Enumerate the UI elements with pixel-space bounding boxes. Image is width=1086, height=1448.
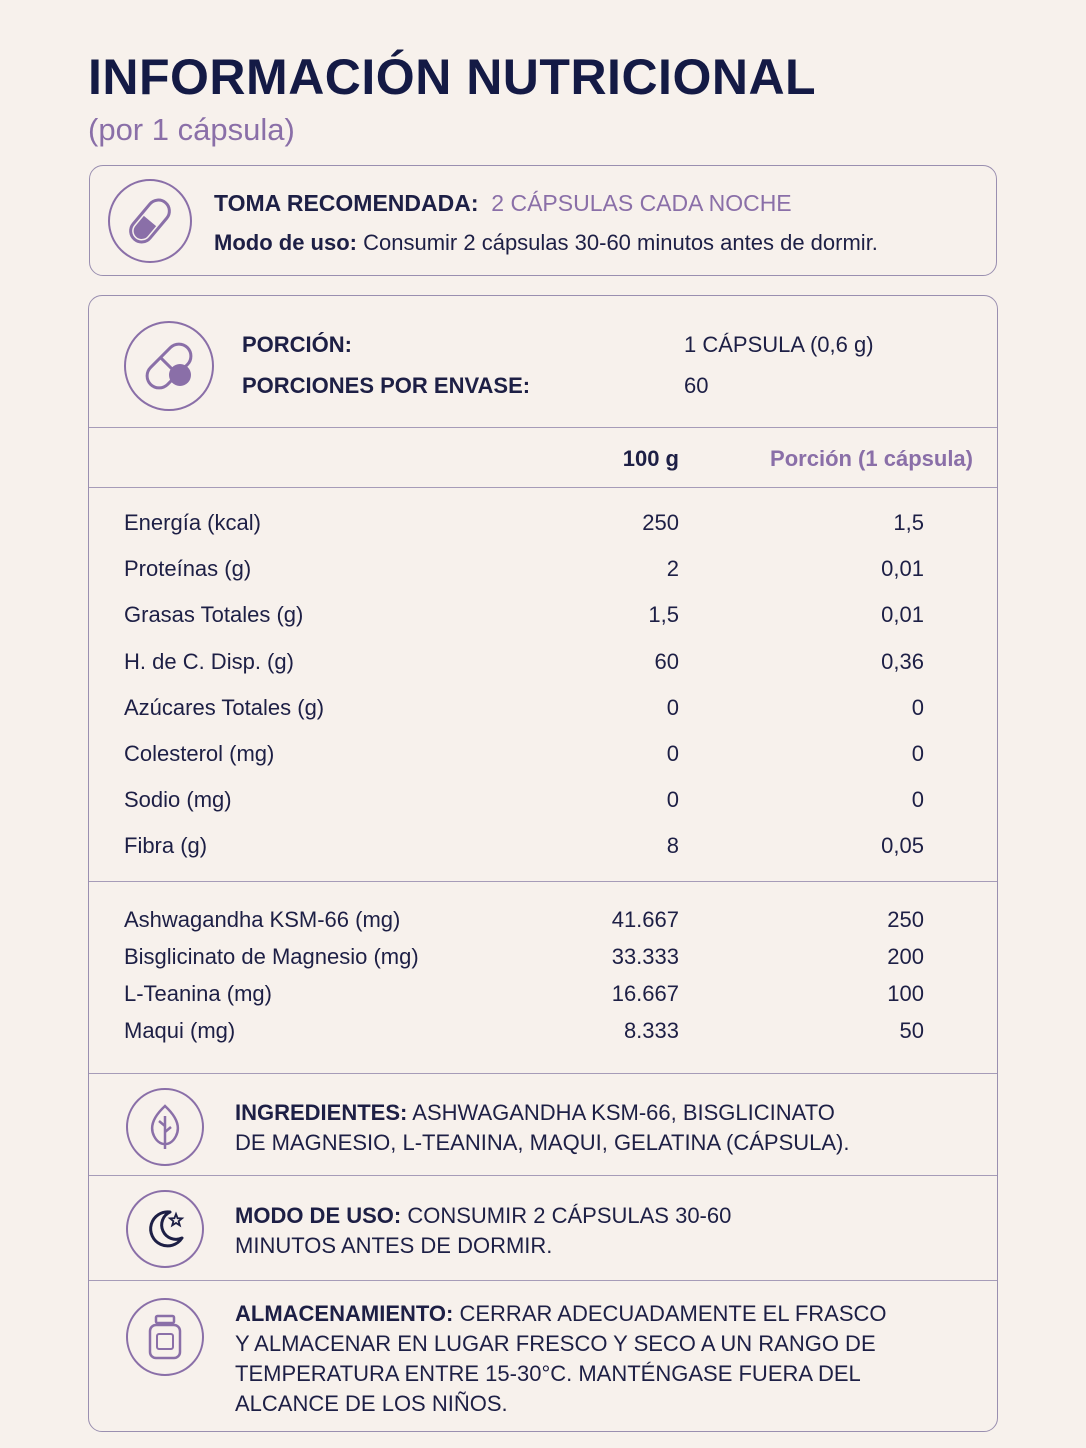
- ingredients-label: INGREDIENTES:: [235, 1100, 408, 1125]
- usage-line-1: CONSUMIR 2 CÁPSULAS 30-60: [407, 1203, 732, 1228]
- recommended-line: [214, 190, 792, 217]
- value-per-100g: 1,5: [648, 602, 679, 628]
- table-row: [89, 787, 997, 817]
- value-per-portion: 0,01: [881, 602, 924, 628]
- recommended-value: 2 CÁPSULAS CADA NOCHE: [491, 190, 792, 216]
- nutrient-name: L-Teanina (mg): [124, 981, 272, 1006]
- storage-text: [235, 1299, 955, 1419]
- nutrient-name: Grasas Totales (g): [124, 602, 304, 628]
- storage-line-3: TEMPERATURA ENTRE 15-30°C. MANTÉNGASE FUERA DEL: [235, 1361, 861, 1386]
- table-row: [89, 981, 997, 1011]
- divider: [89, 1280, 997, 1281]
- value-per-portion: 0: [911, 787, 924, 813]
- table-row: [89, 1018, 997, 1048]
- jar-icon: [126, 1298, 204, 1376]
- divider: [89, 881, 997, 882]
- value-per-portion: 0,05: [881, 833, 924, 859]
- value-per-portion: 0,01: [881, 556, 924, 582]
- nutrient-name: Sodio (mg): [124, 787, 232, 813]
- storage-line-1: CERRAR ADECUADAMENTE EL FRASCO: [459, 1301, 887, 1326]
- usage-short-label: Modo de uso:: [214, 230, 357, 255]
- divider: [89, 1175, 997, 1176]
- value-per-portion: 250: [887, 907, 924, 932]
- value-per-100g: 0: [666, 741, 679, 766]
- nutrient-name: Ashwagandha KSM-66 (mg): [124, 907, 401, 932]
- value-per-portion: 0,36: [881, 648, 924, 674]
- value-per-portion: 200: [887, 944, 924, 969]
- serving-value: 1 CÁPSULA (0,6 g): [684, 332, 874, 357]
- nutrient-name: Fibra (g): [124, 833, 208, 859]
- table-row: [89, 741, 997, 771]
- serving-label: PORCIÓN:: [242, 332, 352, 357]
- servings-per-container-value: 60: [684, 373, 709, 398]
- divider: [89, 487, 997, 488]
- nutrient-name: H. de C. Disp. (g): [124, 648, 294, 674]
- table-row: [89, 907, 997, 937]
- value-per-100g: 2: [666, 556, 679, 582]
- value-per-portion: 50: [899, 1018, 924, 1043]
- nutrient-name: Proteínas (g): [124, 556, 252, 582]
- table-row: [89, 695, 997, 725]
- value-per-100g: 250: [642, 510, 679, 535]
- value-per-portion: 0: [911, 694, 924, 720]
- column-header-100g: 100 g: [622, 446, 679, 471]
- value-per-100g: 8.333: [623, 1018, 679, 1043]
- value-per-100g: 0: [666, 694, 679, 720]
- recommended-label: TOMA RECOMENDADA:: [214, 190, 479, 216]
- storage-line-2: Y ALMACENAR EN LUGAR FRESCO Y SECO A UN RANGO DE: [235, 1331, 876, 1356]
- nutrient-name: Maqui (mg): [124, 1018, 236, 1043]
- value-per-portion: 1,5: [893, 510, 924, 535]
- page-subtitle: (por 1 cápsula): [88, 112, 295, 147]
- value-per-100g: 0: [666, 787, 679, 813]
- nutrient-name: Azúcares Totales (g): [124, 694, 325, 720]
- pill-icon: [124, 321, 214, 411]
- value-per-100g: 33.333: [611, 944, 679, 969]
- nutrient-name: Energía (kcal): [124, 510, 261, 535]
- usage-line-2: MINUTOS ANTES DE DORMIR.: [235, 1233, 553, 1258]
- usage-short-line: [214, 230, 878, 256]
- servings-per-container-label: PORCIONES POR ENVASE:: [242, 373, 531, 398]
- table-row: [89, 944, 997, 974]
- usage-short-text: Consumir 2 cápsulas 30-60 minutos antes de dormir.: [363, 230, 878, 255]
- table-row: [89, 510, 997, 540]
- storage-label: ALMACENAMIENTO:: [235, 1301, 454, 1326]
- column-header-portion: Porción (1 cápsula): [770, 446, 973, 471]
- page-title: INFORMACIÓN NUTRICIONAL: [88, 49, 817, 105]
- value-per-portion: 100: [887, 981, 924, 1006]
- leaf-icon: [126, 1088, 204, 1166]
- table-row: [89, 649, 997, 679]
- ingredients-line-1: ASHWAGANDHA KSM-66, BISGLICINATO: [412, 1100, 835, 1125]
- nutrition-panel: [88, 295, 998, 1432]
- table-row: [89, 602, 997, 632]
- table-row: [89, 556, 997, 586]
- table-row: [89, 833, 997, 863]
- value-per-100g: 8: [666, 833, 679, 859]
- value-per-100g: 60: [654, 648, 679, 674]
- value-per-100g: 16.667: [611, 981, 679, 1006]
- storage-line-4: ALCANCE DE LOS NIÑOS.: [235, 1391, 508, 1416]
- moon-star-icon: [126, 1190, 204, 1268]
- nutrient-name: Bisglicinato de Magnesio (mg): [124, 944, 419, 969]
- ingredients-line-2: DE MAGNESIO, L-TEANINA, MAQUI, GELATINA (CÁPSULA).: [235, 1130, 850, 1155]
- recommended-intake-box: [89, 165, 997, 276]
- usage-text: [235, 1201, 935, 1261]
- divider: [89, 427, 997, 428]
- divider: [89, 1073, 997, 1074]
- usage-label: MODO DE USO:: [235, 1203, 402, 1228]
- ingredients-text: [235, 1098, 935, 1158]
- value-per-portion: 0: [911, 741, 924, 766]
- capsule-icon: [108, 179, 192, 263]
- value-per-100g: 41.667: [611, 907, 679, 932]
- nutrient-name: Colesterol (mg): [124, 741, 275, 766]
